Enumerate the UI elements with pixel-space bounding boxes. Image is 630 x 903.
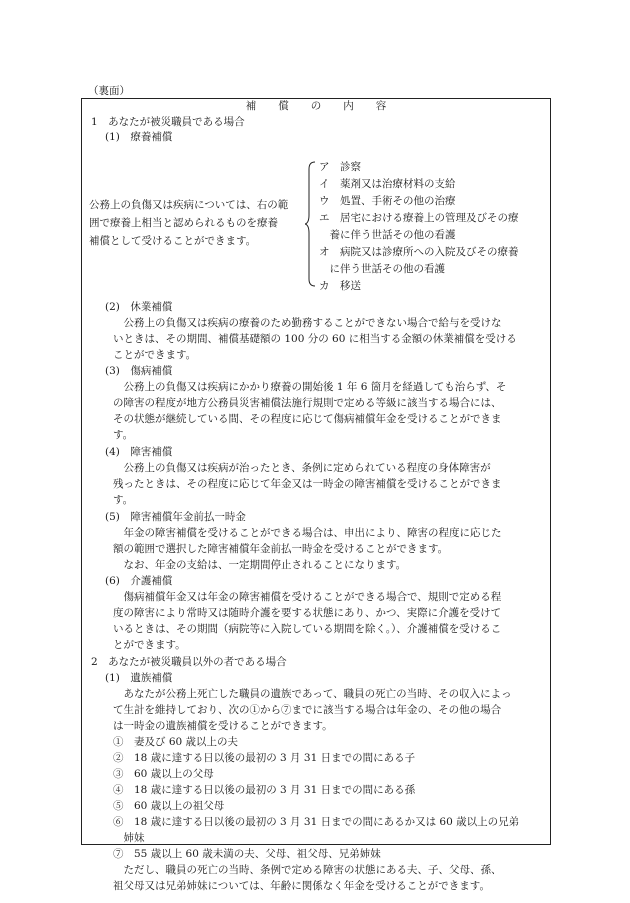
item3-line4: す。 xyxy=(113,429,134,441)
compensation-frame xyxy=(81,98,551,892)
survivor-list-6-cont: 姉妹 xyxy=(113,832,145,844)
item1-list-i: イ 薬剤又は治療材料の支給 xyxy=(319,178,456,190)
s2-item1-line2: て生計を維持しており、次の①から⑦までに該当する場合は年金の、その他の場合 xyxy=(113,704,502,716)
item2-line3: ことができます。 xyxy=(113,349,197,361)
survivor-list-7: ⑦ 55 歳以上 60 歳未満の夫、父母、祖父母、兄弟姉妹 xyxy=(113,848,381,860)
item5-line1: 年金の障害補償を受けることができる場合は、申出により、障害の程度に応じた xyxy=(113,527,502,539)
survivor-note-line1: ただし、職員の死亡の当時、条例で定める障害の状態にある夫、子、父母、孫、 xyxy=(113,864,502,876)
item1-list-u: ウ 処置、手術その他の治療 xyxy=(319,195,456,207)
item6-line4: とができます。 xyxy=(113,639,186,651)
item1-list-ka: カ 移送 xyxy=(319,280,361,292)
item4-line3: す。 xyxy=(113,494,134,506)
item6-line3: いるときは、その期間（病院等に入院している期間を除く。）、介護補償を受けるこ xyxy=(113,623,502,635)
s2-item1-line1: あなたが公務上死亡した職員の遺族であって、職員の死亡の当時、その収入によっ xyxy=(113,688,512,700)
item5-line2: 額の範囲で選択した障害補償年金前払一時金を受けることができます。 xyxy=(113,543,449,555)
item3-line2: の障害の程度が地方公務員災害補償法施行規則で定める等級に該当する場合には、 xyxy=(113,397,502,409)
item1-list-o-cont: に伴う世話その他の看護 xyxy=(319,263,445,275)
survivor-list-2: ② 18 歳に達する日以後の最初の 3 月 31 日までの間にある子 xyxy=(113,752,416,764)
brace-icon xyxy=(305,161,317,287)
item2-heading: (2) 休業補償 xyxy=(105,301,173,313)
item1-list-e: エ 居宅における療養上の管理及びその療 xyxy=(319,212,519,224)
survivor-list-5: ⑤ 60 歳以上の祖父母 xyxy=(113,800,225,812)
s2-item1-line3: は一時金の遺族補償を受けることができます。 xyxy=(113,720,333,732)
item2-line2: いときは、その期間、補償基礎額の 100 分の 60 に相当する金額の休業補償を受ける xyxy=(113,333,517,345)
item1-left-line2: 囲で療養上相当と認められるものを療養 xyxy=(89,217,278,229)
item6-line1: 傷病補償年金又は年金の障害補償を受けることができる場合で、規則で定める程 xyxy=(113,591,502,603)
s2-item1-heading: (1) 遺族補償 xyxy=(105,672,173,684)
item3-heading: (3) 傷病補償 xyxy=(105,365,173,377)
item5-line3: なお、年金の支給は、一定期間停止されることになります。 xyxy=(113,559,407,571)
survivor-list-6: ⑥ 18 歳に達する日以後の最初の 3 月 31 日までの間にあるか又は 60 歳以上の兄弟 xyxy=(113,816,520,828)
survivor-list-4: ④ 18 歳に達する日以後の最初の 3 月 31 日までの間にある孫 xyxy=(113,784,416,796)
survivor-list-3: ③ 60 歳以上の父母 xyxy=(113,768,214,780)
item4-line1: 公務上の負傷又は疾病が治ったとき、条例に定められている程度の身体障害が xyxy=(113,462,491,474)
survivor-list-1: ① 妻及び 60 歳以上の夫 xyxy=(113,736,239,748)
item1-left-line1: 公務上の負傷又は疾病については、右の範 xyxy=(89,199,289,211)
item6-heading: (6) 介護補償 xyxy=(105,575,173,587)
section2-heading: 2 あなたが被災職員以外の者である場合 xyxy=(91,656,287,668)
item1-list-e-cont: 養に伴う世話その他の看護 xyxy=(319,229,456,241)
page-label: （裏面） xyxy=(88,85,130,97)
item6-line2: 度の障害により常時又は随時介護を要する状態にあり、かつ、実際に介護を受けて xyxy=(113,607,502,619)
item3-line3: その状態が継続している間、その程度に応じて傷病補償年金を受けることができま xyxy=(113,413,502,425)
title-row xyxy=(82,99,550,116)
item2-line1: 公務上の負傷又は疾病の療養のため勤務することができない場合で給与を受けな xyxy=(113,317,502,329)
page-title: 補償の内容 xyxy=(245,100,409,112)
item3-line1: 公務上の負傷又は疾病にかかり療養の開始後 1 年 6 箇月を経過しても治らず、そ xyxy=(113,381,507,393)
item5-heading: (5) 障害補償年金前払一時金 xyxy=(105,511,246,523)
section1-heading: 1 あなたが被災職員である場合 xyxy=(91,116,245,128)
item1-list-o: オ 病院又は診療所への入院及びその療養 xyxy=(319,246,519,258)
item1-left-line3: 補償として受けることができます。 xyxy=(89,235,257,247)
item4-heading: (4) 障害補償 xyxy=(105,446,173,458)
item4-line2: 残ったときは、その程度に応じて年金又は一時金の障害補償を受けることができま xyxy=(113,478,502,490)
item1-list-a: ア 診察 xyxy=(319,161,361,173)
item1-heading: (1) 療養補償 xyxy=(105,131,173,143)
survivor-note-line2: 祖父母又は兄弟姉妹については、年齢に関係なく年金を受けることができます。 xyxy=(113,880,490,892)
